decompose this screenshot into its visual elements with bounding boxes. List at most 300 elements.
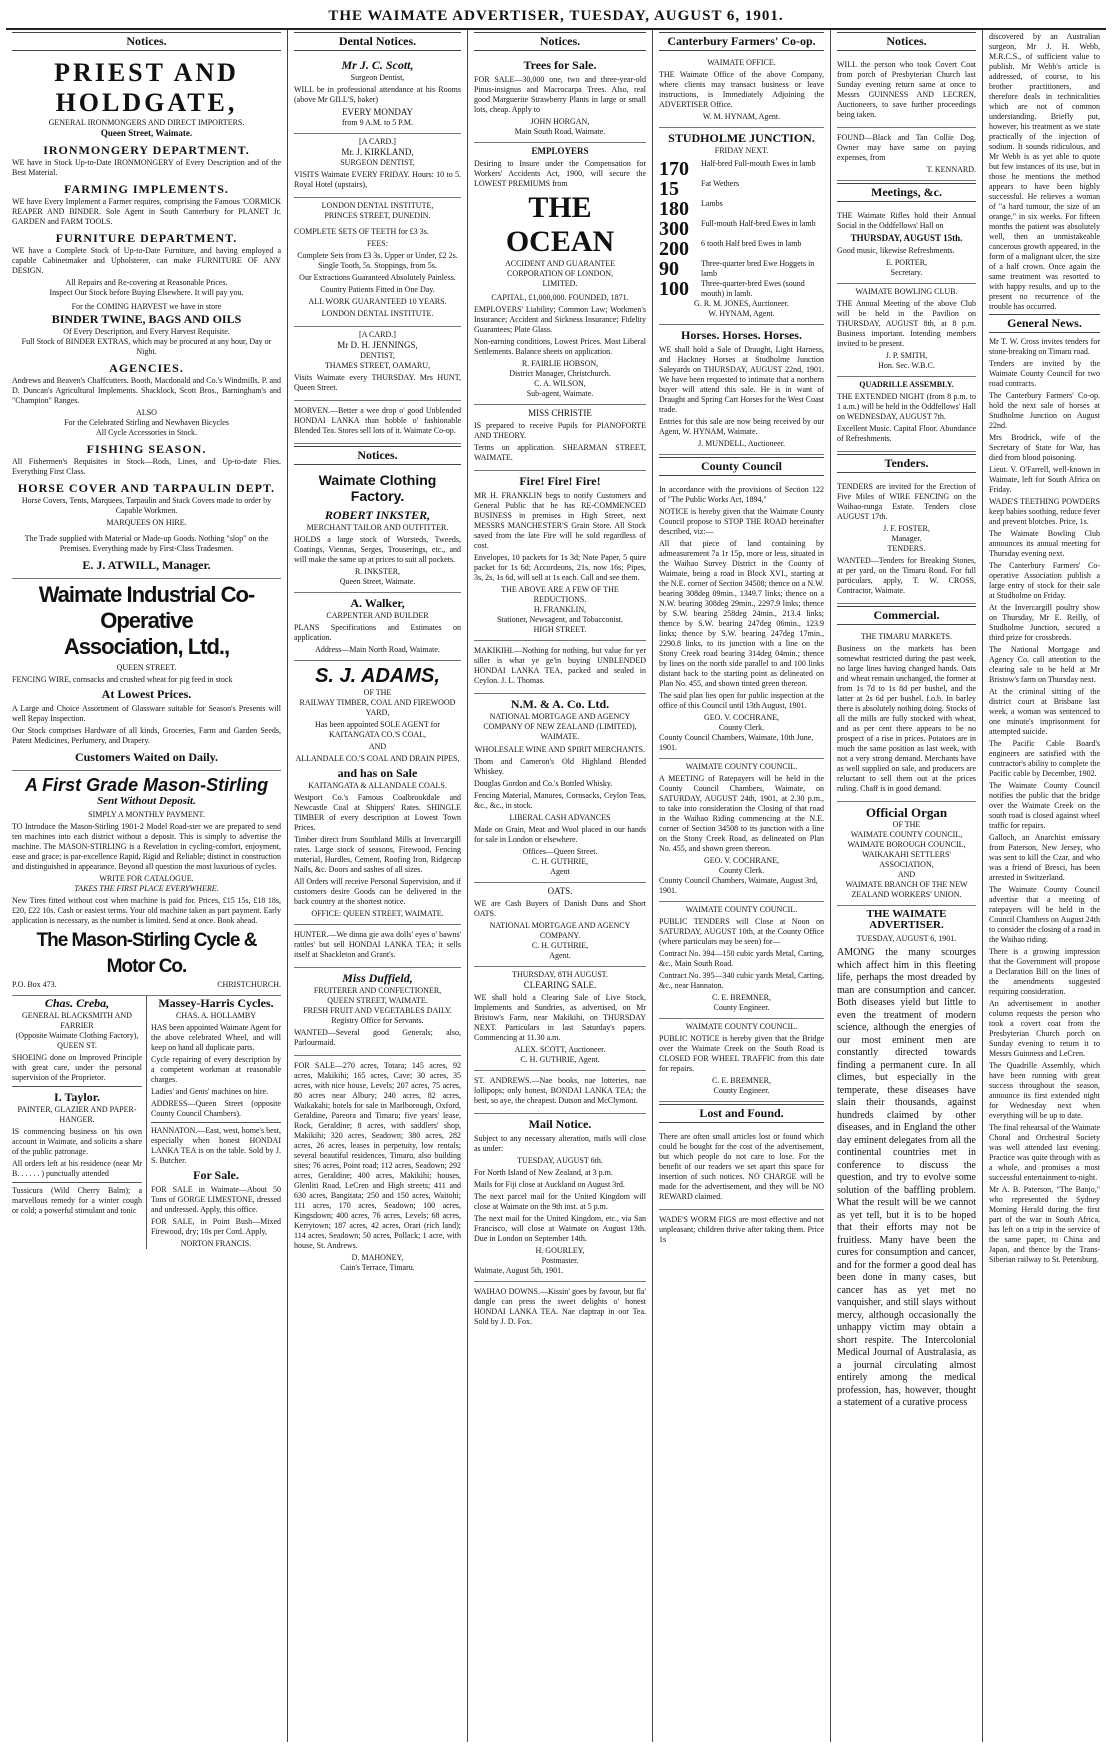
- ad-subheading: WHOLESALE WINE AND SPIRIT MERCHANTS.: [474, 745, 646, 754]
- ad-text: Of Every Description, and Every Harvest Requisite.: [63, 327, 230, 336]
- news-item: Galloch, an Anarchist emissary from Paterson, New Jersey, who was sent to kill the Czar, and who was a friend of Bresci, has been arrested in Switzerland.: [989, 833, 1100, 882]
- ad-text: Andrews and Beaven's Chaffcutters. Booth, Macdonald and Co.'s Windmills. P. and D. Duncan's Agricultural Implements. Shacklock, Scott Bros., Barningham's and "Champion" Ranges.: [12, 376, 281, 405]
- section-heading: General News.: [989, 314, 1100, 333]
- ad-text: Registry Office for Servants.: [331, 1016, 424, 1025]
- scott-dentist-ad: [294, 55, 461, 134]
- ad-text: ALLANDALE CO.'S COAL AND DRAIN PIPES,: [295, 754, 460, 763]
- ad-text: The said plan lies open for public inspection at the office of this Council until 13th August, 1901.: [659, 691, 824, 710]
- ad-title: Horses. Horses. Horses.: [681, 328, 802, 342]
- ad-text: All Repairs and Re-covering at Reasonable Prices.: [65, 278, 228, 287]
- ad-signature-title: Stationer, Newsagent, and Tobacconist.: [496, 615, 624, 624]
- ad-text: Mails for Fiji close at Auckland on August 3rd.: [474, 1180, 625, 1189]
- ad-text: Excellent Music. Capital Floor. Abundance of Refreshments.: [837, 424, 976, 443]
- ad-text: WAIHAO DOWNS.—Kissin' goes by favour, but fla' dangle can press the sweet delights o' honest HONDAI LANKA TEA. Nae claptrap in oor Tea. Sold by J. D. Fox.: [474, 1287, 646, 1326]
- ad-text: Tussicura (Wild Cherry Balm); a marvellous remedy for a winter cough or cold; a powerful stimulant and tonic: [12, 1186, 142, 1215]
- ad-subheading: THE ABOVE ARE A FEW OF THE REDUCTIONS.: [501, 585, 619, 604]
- news-item: Lieut. V. O'Farrell, well-known in Waimate, left for South Africa on Friday.: [989, 465, 1100, 494]
- ad-text: COMPLETE SETS OF TEETH for £3 3s.: [294, 227, 429, 236]
- section-heading: Dental Notices.: [294, 32, 461, 51]
- duffield-ad: [294, 968, 461, 1056]
- news-item: The Quadrille Assembly, which have been running with great success throughout the season, announce its first extended night for Wednesday next when everything will be up to date.: [989, 1061, 1100, 1120]
- column-5: [831, 30, 983, 1742]
- ad-date: County Council Chambers, Waimate, August 3rd, 1901.: [659, 876, 818, 895]
- ad-text: THE Waimate Rifles hold their Annual Social in the Oddfellows' Hall on: [837, 211, 976, 230]
- section-heading: Notices.: [837, 32, 976, 51]
- editorial-continued: discovered by an Australian surgeon, Mr J. H. Webb, M.R.C.S., of sufficient value to publish. Mr Webb's article is addressed, of course, to his brother practitioners, and therefore deals in technicalities which are not of common understanding. Briefly put, however, his treatment as we state practically of the injection of sodium. It sounds ridiculous, and Mr Webb is as yet able to quote but few instances of its use, but in those he mentions the method appears to have been highly successful. He relieves a woman of "a hard tumour, the size of an orange," in six weeks. For fifteen months the patient was absolutely well, then an unmistakeable cancerous growth appeared, in the form of a malignant ulcer, the size of a half crown. Once again the same treatment was resorted to with happy results, and up to the present no recurrence of the trouble has occurred.: [989, 32, 1100, 311]
- ad-subtitle: RAILWAY TIMBER, COAL AND FIREWOOD YARD,: [299, 698, 456, 717]
- ad-address: Offices—Queen Street.: [522, 847, 598, 856]
- ad-subtitle: Sent Without Deposit.: [97, 795, 196, 807]
- ad-text: All orders left at his residence (near Mr B. . . . . . ) punctually attended: [12, 1159, 142, 1178]
- ad-text: FOR SALE—270 acres, Totara; 145 acres, 92 acres, Makikihi; 165 acres, Cave; 30 acres, 35 acres, with nice house, Levels; 207 acres, 75 acres, 80 acres near Albury; 240 acres, 82 acres, Waikakahi; hotels for sale in Marlborough, Oxford, Geraldine, Pareora and Timaru; five years' lease, Rock, Geraldine; 8 acres, with saddlers' shop, Makikihi; 320 acres, Seadown; 380 acres, 282 acres, 26 acres, leases in perpetuity, low rentals; several beautiful residences, Timaru, also building sites; 76 acres, Point road; 112 acres, Seadown; 292 acres, Geraldine; 400 acres, Makikihi; houses, Glenliti Road, LeCren and High streets; 411 and 630 acres, Bangitata; 250 and 150 acres, Waitohi; 111 acres, 170 acres, Seadown; 100 acres, Kingsdown; 400 acres, 76 acres, Levels; 68 acres, Kerrytown; 187 acres, 42 acres, Orari (rich land); 114 acres, Seadown; 50 acres, Pollack; 1 acre, with house, St. Andrews.: [294, 1061, 461, 1250]
- ad-title: Trees for Sale.: [523, 58, 597, 72]
- ad-text: HANNATON.—East, west, home's best, especially when honest HONDAI LANKA TEA is on the table. Sold by J. S. Butcher.: [151, 1126, 281, 1165]
- ad-text: WAIMATE BOROUGH COUNCIL,: [847, 840, 966, 849]
- ad-title: Association, Ltd.,: [63, 634, 230, 659]
- editorial-date: TUESDAY, AUGUST 6, 1901.: [856, 934, 957, 943]
- ad-address: THAMES STREET, OAMARU,: [324, 361, 431, 370]
- ad-title: S. J. ADAMS,: [315, 665, 440, 687]
- ad-subheading: BINDER TWINE, BAGS AND OILS: [51, 312, 242, 326]
- news-item: Mr T. W. Cross invites tenders for stone-breaking on Timaru road.: [989, 337, 1100, 356]
- stock-line: Three-quarter-bred Ewes (sound mouth) in lamb.: [701, 279, 805, 298]
- stock-line: Full-mouth Half-bred Ewes in lamb: [701, 219, 816, 228]
- ad-text: Westport Co.'s Famous Coalbrookdale and Newcastle Coal at Shippers' Rates. SHINGLE TIMBER of every description at Lowest Town Prices.: [294, 793, 461, 832]
- ad-signature-title: Agent: [550, 867, 570, 876]
- ad-title: WAIMATE COUNTY COUNCIL.: [685, 1022, 798, 1031]
- london-dental-ad: [294, 198, 461, 327]
- ad-text: PLANS Specifications and Estimates on application.: [294, 623, 461, 642]
- stock-descriptions: [701, 159, 824, 299]
- ad-signature: D. MAHONEY,: [351, 1253, 404, 1262]
- ad-date: County Council Chambers, Waimate, 10th June, 1901.: [659, 733, 814, 752]
- ad-text: OF THE: [892, 820, 921, 829]
- section-heading: Notices.: [474, 32, 646, 51]
- ad-address: Queen Street, Waimate.: [339, 577, 416, 586]
- walker-ad: [294, 593, 461, 661]
- kirkland-dentist-ad: [294, 134, 461, 198]
- ad-heading: EMPLOYERS: [531, 146, 589, 156]
- coop-association-ad: [12, 579, 281, 771]
- ad-title: Fire! Fire! Fire!: [519, 474, 601, 488]
- ad-text: ST. ANDREWS.—Nae books, nae lotteries, nae lollipops; only honest, BONDAI LANKA TEA; the best, so aye, the cheapest. Dutson and McClymont.: [474, 1076, 646, 1105]
- ad-signature: J. P. SMITH,: [885, 351, 928, 360]
- ad-signature-title: County Engineer.: [713, 1086, 770, 1095]
- ad-text: Cycle repairing of every description by a competent workman at reasonable charges.: [151, 1055, 281, 1084]
- ad-text: Terms on application. SHEARMAN STREET, WAIMATE.: [474, 443, 646, 462]
- public-tenders-notice: [659, 902, 824, 1019]
- ad-text: WANTED—Several good Generals; also, Parlourmaid.: [294, 1028, 461, 1047]
- ad-signature-title: Manager.: [891, 534, 922, 543]
- ad-signature: C. H. GUTHRIE,: [531, 941, 589, 950]
- ad-text: Full Stock of BINDER EXTRAS, which may be procured at any hour, Day or Night.: [21, 337, 272, 356]
- ad-text: WE have Every Implement a Farmer requires, comprising the Famous 'CORMICK REAPER AND BINDER. Sole Agent in South Canterbury for PLANET Jr. GARDEN and FARM TOOLS.: [12, 197, 281, 226]
- columns: [6, 30, 1106, 1742]
- stock-number: 15: [659, 178, 679, 200]
- ad-subheading: HORSE COVER AND TARPAULIN DEPT.: [17, 481, 276, 495]
- ad-title: A. Walker,: [350, 596, 405, 610]
- stock-number: 200: [659, 238, 689, 260]
- ad-signature: T. KENNARD.: [926, 165, 976, 174]
- ad-subtitle: CARPENTER AND BUILDER: [326, 611, 429, 620]
- ad-text: SHOEING done on Improved Principle with great care, under the personal supervision of the Proprietor.: [12, 1053, 142, 1082]
- ad-text: CAPITAL, £1,000,000. FOUNDED, 1871.: [491, 293, 629, 302]
- column-1: [6, 30, 288, 1742]
- ad-signature: C. H. GUTHRIE, Agent.: [520, 1055, 600, 1064]
- ad-text: WE are Cash Buyers of Danish Duns and Short OATS.: [474, 899, 646, 918]
- ad-title: Mr. J. KIRKLAND,: [341, 147, 414, 157]
- ad-title: A First Grade Mason-Stirling: [24, 775, 269, 795]
- ad-text: Our Stock comprises Hardware of all kinds, Groceries, Farm and Garden Seeds, Patent Medicines, Perfumery, and Drapery.: [12, 726, 281, 745]
- ad-address: Queen Street, Waimate.: [100, 128, 193, 138]
- ad-signature-title: County Engineer.: [713, 1003, 770, 1012]
- news-item: The Canterbury Farmers' Co-op. hold the next sale of horses at Studholme Junction on August 22nd.: [989, 391, 1100, 430]
- ad-title: Massey-Harris Cycles.: [158, 996, 274, 1010]
- left-ads: [12, 996, 147, 1249]
- ad-text: Fencing Material, Manures, Cornsacks, Ceylon Teas, &c., &c., in stock.: [474, 791, 646, 810]
- clearing-sale-ad: [474, 967, 646, 1071]
- ad-text: NATIONAL MORTGAGE AND AGENCY COMPANY.: [489, 921, 631, 940]
- ad-date: TUESDAY, AUGUST 6th.: [517, 1156, 603, 1165]
- section-heading: Meetings, &c.: [837, 183, 976, 202]
- ad-signature-title: Sub-agent, Waimate.: [526, 389, 594, 398]
- ad-footer: [12, 980, 281, 990]
- ad-address: (Opposite Waimate Clothing Factory),: [15, 1031, 139, 1040]
- ad-text: FENCING WIRE, cornsacks and crushed wheat for pig feed in stock: [12, 675, 233, 684]
- ad-subtitle: CHAS. A. HOLLAMBY: [175, 1011, 256, 1020]
- ad-title: Waimate Clothing Factory.: [318, 472, 437, 504]
- official-organ: [837, 802, 976, 906]
- ad-signature-title: Postmaster.: [541, 1256, 579, 1265]
- oats-ad: [474, 883, 646, 967]
- ad-text: The next mail for the United Kingdom, etc., via San Francisco, will close at Waimate on August 13th. Due in London on September 14th.: [474, 1214, 646, 1243]
- ad-text: HAS been appointed Waimate Agent for the above celebrated Wheel, and will keep on hand all duplicate parts.: [151, 1023, 281, 1052]
- ad-text: WAIKAKAHI SETTLERS' ASSOCIATION,: [862, 850, 951, 869]
- ad-text: For North Island of New Zealand, at 3 p.m.: [474, 1168, 613, 1177]
- section-heading: Lost and Found.: [659, 1104, 824, 1123]
- ad-signature-title: County Clerk.: [718, 723, 765, 732]
- ad-text: WE have in Stock Up-to-Date IRONMONGERY of Every Description and of the Best Material.: [12, 158, 281, 177]
- ad-text: All Orders will receive Personal Supervision, and if customers desire Goods can be delivered in the back country at the shortest notice.: [294, 877, 461, 906]
- ad-signature: E. PORTER,: [885, 258, 928, 267]
- ad-text: A Large and Choice Assortment of Glassware suitable for Season's Presents will well Repay Inspection.: [12, 704, 281, 723]
- ad-text: TENDERS are invited for the Erection of Five Miles of WIRE FENCING on the Waihao-runga Estate. Tenders close AUGUST 17th.: [837, 482, 976, 521]
- ad-address: HIGH STREET.: [533, 625, 587, 634]
- news-item: The Pacific Cable Board's engineers are satisfied with the contractor's ability to complete the Pacific cable by December, 1902.: [989, 739, 1100, 778]
- ad-subtitle: CORPORATION OF LONDON,: [506, 269, 613, 278]
- ad-text: Entries for this sale are now being received by our Agent, W. HYNAM, Waimate.: [659, 417, 824, 436]
- ad-text: from 9 A.M. to 5 P.M.: [342, 118, 413, 127]
- ad-text: For the COMING HARVEST we have in store: [71, 302, 222, 311]
- ad-text: IS prepared to receive Pupils for PIANOFORTE AND THEORY.: [474, 421, 646, 440]
- ad-subheading: FEES:: [367, 239, 388, 248]
- ad-subtitle: LIMITED.: [542, 279, 578, 288]
- po-box: P.O. Box 473.: [12, 980, 57, 989]
- ad-text: EVERY MONDAY: [341, 107, 414, 117]
- ad-title: PRIEST AND HOLDGATE,: [54, 58, 239, 117]
- ad-text: Contract No. 395—340 cubic yards Metal, Carting, &c., near Hannaton.: [659, 971, 824, 990]
- news-item: At the Invercargill poultry show on Thursday, Mr E. Reilly, of Studholme Junction, secured a third prize for crossbreds.: [989, 603, 1100, 642]
- ad-title: OATS.: [547, 886, 573, 896]
- ad-text: Horse Covers, Tents, Marquees, Tarpaulin and Stack Covers made to order by Capable Workmen.: [21, 496, 272, 515]
- ad-date: THURSDAY, 8TH AUGUST.: [512, 970, 608, 979]
- coat-notice: [837, 55, 976, 128]
- ad-title: I. Taylor.: [54, 1090, 100, 1104]
- ad-signature: C. H. GUTHRIE,: [531, 857, 589, 866]
- makikihi-ad: [474, 641, 646, 694]
- ad-subtitle: FRUITERER AND CONFECTIONER,: [313, 986, 442, 995]
- ad-address: Cain's Terrace, Timaru.: [340, 1263, 415, 1272]
- ad-signature: R. INKSTER,: [354, 567, 401, 576]
- horses-sale-ad: [659, 325, 824, 455]
- ad-text: OF THE: [363, 688, 392, 697]
- section-heading: Canterbury Farmers' Co-op.: [659, 32, 824, 51]
- ad-title: Official Organ: [865, 805, 948, 820]
- divider: [12, 1182, 142, 1183]
- ad-title: Mr J. C. Scott,: [341, 58, 414, 72]
- city: CHRISTCHURCH.: [217, 980, 281, 989]
- ad-title: QUADRILLE ASSEMBLY.: [859, 380, 954, 389]
- ad-subtitle: SURGEON DENTIST,: [340, 158, 415, 167]
- newspaper-page: [6, 4, 1106, 1744]
- stock-list: [659, 159, 824, 299]
- right-ads: [147, 996, 281, 1249]
- ad-title: Mail Notice.: [528, 1117, 592, 1131]
- clothing-factory-ad: [294, 469, 461, 593]
- editorial-masthead: THE WAIMATE ADVERTISER.: [866, 908, 947, 931]
- stock-numbers: [659, 159, 701, 299]
- markets-report: [837, 629, 976, 802]
- divider: [151, 1122, 281, 1123]
- ad-title: Chas. Creba,: [44, 996, 110, 1010]
- news-item: The Waimate Bowling Club announces its annual meeting for Thursday evening next.: [989, 529, 1100, 558]
- ad-signature: W. M. HYNAM, Agent.: [702, 112, 781, 121]
- ad-text: Visits Waimate every THURSDAY. Mrs HUNT, Queen Street.: [294, 373, 461, 392]
- ad-signature-title: County Clerk.: [718, 866, 765, 875]
- ad-text: AND: [897, 870, 916, 879]
- adams-ad: [294, 661, 461, 925]
- ad-label: TENDERS.: [887, 544, 926, 553]
- ad-subheading: For Sale.: [193, 1168, 239, 1182]
- ad-text: WADE'S WORM FIGS are most effective and not unpleasant; children thrive after taking them. Price 1s: [659, 1215, 824, 1244]
- ad-text: There are often small articles lost or found which could be bought for the cost of the advertisement, but which people do not care to lose. For the benefit of our readers we set apart this space for insertion of such notices. NO CHARGE will be made for the advertisement, and they will be NO REWARD claimed.: [659, 1132, 824, 1201]
- ad-subheading: AGENCIES.: [109, 361, 184, 375]
- column-6: [983, 30, 1106, 1742]
- ad-signature: J. MUNDELL, Auctioneer.: [698, 439, 785, 448]
- ad-title: N.M. & A. Co. Ltd.: [510, 697, 610, 711]
- ad-text: Good music, likewise Refreshments.: [837, 246, 955, 255]
- ad-subheading: LIBERAL CASH ADVANCES: [509, 813, 611, 822]
- ad-signature: G. R. M. JONES, Auctioneer.: [694, 299, 789, 308]
- ad-signature: J. F. FOSTER,: [883, 524, 930, 533]
- section-heading: Notices.: [12, 32, 281, 51]
- news-item: Mr A. B. Paterson, "The Banjo," who represented the Sydney Morning Herald during the first part of the war in South Africa, has left on a trip in the service of the same paper, to China and Japan, and thence by the Trans-Siberian railway to St. Petersburg.: [989, 1185, 1100, 1264]
- ad-address: QUEEN ST.: [57, 1041, 97, 1050]
- news-item: The Waimate County Council advertise that a meeting of ratepayers will be held in the Council Chambers on August 24th to consider the closing of a road in the Waihao riding.: [989, 885, 1100, 944]
- christie-ad: [474, 405, 646, 471]
- found-notice: [837, 128, 976, 181]
- ad-label: [A CARD.]: [359, 330, 396, 339]
- lost-found-notice: [659, 1127, 824, 1210]
- ad-text: All Cycle Accessories in Stock.: [95, 428, 198, 437]
- ad-text: ALL WORK GUARANTEED 10 YEARS.: [308, 297, 447, 306]
- ad-text: NOTICE is hereby given that the Waimate County Council propose to STOP THE ROAD hereinafter described, viz:—: [659, 507, 824, 536]
- ad-title: MISS CHRISTIE: [528, 408, 592, 418]
- stock-number: 100: [659, 278, 689, 300]
- ad-subheading: and has on Sale: [337, 766, 418, 780]
- ad-address: QUEEN STREET.: [116, 663, 177, 672]
- section-heading: Notices.: [294, 446, 461, 465]
- column-2: [288, 30, 468, 1742]
- ad-signature: NORTON FRANCIS.: [180, 1239, 252, 1248]
- ad-text: WE have a Complete Stock of Up-to-Date Furniture, and having employed a capable Cabinetmaker and Upholsterer, can make FURNITURE OF ANY DESIGN.: [12, 246, 281, 275]
- ad-signature: GEO. V. COCHRANE,: [703, 713, 780, 722]
- ad-text: WE shall hold a Clearing Sale of Live Stock, Implements and Sundries, as advertised, on Mr Bristow's Farm, near Makikihi, on THURSDAY NEXT. Particulars in last Saturday's papers. Commencing at 11.30 a.m.: [474, 993, 646, 1042]
- ad-text: ADDRESS—Queen Street (opposite County Council Chambers).: [151, 1099, 281, 1118]
- news-item: Mrs Brodrick, wife of the Secretary of State for War, has died from blood poisoning.: [989, 433, 1100, 462]
- ad-subtitle: NATIONAL MORTGAGE AND AGENCY COMPANY OF NEW ZEALAND (LIMITED), WAIMATE.: [483, 712, 637, 741]
- ad-text: For the Celebrated Stirling and Newhaven Bicycles: [64, 418, 229, 427]
- ad-text: Made on Grain, Meat and Wool placed in our hands for sale in London or elsewhere.: [474, 825, 646, 844]
- ad-text: FOUND—Black and Tan Collie Dog. Owner may have same on paying expenses, from: [837, 133, 976, 162]
- stock-line: Fat Wethers: [701, 179, 740, 188]
- ad-title: Miss Duffield,: [342, 971, 413, 985]
- nma-ad: [474, 694, 646, 883]
- news-item: The National Mortgage and Agency Co. call attention to the clearing sale to be held at Mr Bristow's farm on Thursday next.: [989, 645, 1100, 684]
- ad-address: OFFICE: QUEEN STREET, WAIMATE.: [311, 909, 444, 918]
- ad-text: FOR SALE—30,000 one, two and three-year-old Pinus-insignus and Macrocarpa Trees. Also, real good Marguerite Strawberry Plants in large or small lots, cheap. Apply to: [474, 75, 646, 114]
- column-3: [468, 30, 653, 1742]
- stock-number: 300: [659, 218, 689, 240]
- ad-signature: H. GOURLEY,: [535, 1246, 585, 1255]
- mail-notice: [474, 1114, 646, 1282]
- studholme-sale-ad: [659, 128, 824, 325]
- ad-text: Timber direct from Southland Mills at Invercargill rates. Large stock of seasons, Firewood, Fencing material, Hurdles, Cement, Roofing Iron, Ridgecap Nails, &c. Doors and sashes of all sizes.: [294, 835, 461, 874]
- jennings-dentist-ad: [294, 327, 461, 401]
- ad-text: Contract No. 394—150 cubic yards Metal, Carting, &c., Main South Road.: [659, 949, 824, 968]
- ad-text: TAKES THE FIRST PLACE EVERYWHERE.: [74, 884, 219, 893]
- ad-signature-title: Hon. Sec. W.B.C.: [878, 361, 935, 370]
- quadrille-notice: [837, 377, 976, 452]
- ad-title: WAIMATE COUNTY COUNCIL.: [685, 762, 798, 771]
- ad-title: Waimate Industrial Co-Operative: [38, 582, 255, 633]
- section-heading: County Council: [659, 457, 824, 476]
- ad-title: Mr D. H. JENNINGS,: [337, 340, 418, 350]
- ad-subheading: Customers Waited on Daily.: [74, 750, 219, 764]
- ad-signature: E. J. ATWILL, Manager.: [82, 558, 211, 572]
- ad-text: WAIMATE BRANCH OF THE NEW ZEALAND WORKERS' UNION.: [845, 880, 968, 899]
- ad-signature-title: District Manager, Christchurch.: [509, 369, 611, 378]
- ad-text: Subject to any necessary alteration, mails will close as under:: [474, 1134, 646, 1153]
- ad-address: PRINCES STREET, DUNEDIN.: [324, 211, 431, 220]
- ad-text: THE Annual Meeting of the above Club will be held in the Pavilion on THURSDAY, AUGUST 8th, at 8 p.m. Business important. Intending members invited to be present.: [837, 299, 976, 348]
- ad-title: WAIMATE OFFICE.: [707, 58, 776, 67]
- ad-text: Thom and Cameron's Old Highland Blended Whiskey.: [474, 757, 646, 776]
- ad-text: VISITS Waimate EVERY FRIDAY. Hours: 10 to 5. Royal Hotel (upstairs),: [294, 170, 461, 189]
- ad-text: HOLDS a large stock of Worsteds, Tweeds, Coatings, Viennas, Serges, Trouserings, etc., and will make the same up at prices to suit all pockets.: [294, 535, 461, 564]
- ad-signature-title: Secretary.: [890, 268, 923, 277]
- ad-text: The next parcel mail for the United Kingdom will close at Waimate on the 9th inst. at 5 p.m.: [474, 1192, 646, 1211]
- ad-text: FOR SALE in Waimate—About 50 Tons of GORGE LIMESTONE, dressed and undressed. Apply, this office.: [151, 1185, 281, 1214]
- hunter-ad: [294, 925, 461, 968]
- ad-text: PUBLIC TENDERS will Close at Noon on SATURDAY, AUGUST 10th, at the County Office (where particulars may be seen) for—: [659, 917, 824, 946]
- editorial-text: AMONG the many scourges which affect him in this fleeting life, perhaps the most dreaded by man are consumption and cancer. Both diseases yield but little to even the treatment of modern science, although the energies of our most eminent men are constantly directed towards finding a permanent cure. In all climes, but especially in the temperate, these diseases have slain their thousands, against hundreds claimed by other diseases, and in England the other day eminent delegates from all the continental countries met in conference to discuss the question, and try to evolve some solution of the baffling problem. What the result will be we cannot as yet tell, but it is to be hoped that their efforts may not be fruitless. Many have been the cures for consumption and cancer, and for the former a good deal has been done in many cases, but cancer has as yet met no vanquisher, and still slays without mercy, although occasionally the unhappy victim may obtain a short respite. The Intercolonial Medical Journal of Australasia, as a journal circulating almost entirely among the medical profession, has, however, thought a statement of a curative process: [837, 947, 976, 1408]
- ad-text: LONDON DENTAL INSTITUTE.: [321, 309, 434, 318]
- waihao-ad: [474, 1282, 646, 1334]
- ad-subtitle: ACCIDENT AND GUARANTEE: [504, 259, 616, 268]
- ad-text: Complete Sets from £3 3s. Upper or Under, £2 2s. Single Tooth, 5s. Stoppings, from 5s.: [297, 251, 458, 270]
- ad-text: All that piece of land containing by admeasurement 7a 1r 15p, more or less, situated in the Waihao Survey District in the County of Waimate, being a road in Block XVI., starting at the N.E. corner of Section 34508; thence on a N.W. bearing 308deg 09min., 1349.7 links; thence on a N.W. bearing 308deg 29min., 2297.9 links; thence by S.W. bearing 258deg 24min., 213.4 links; thence by S.W. bearing 247deg 06min., 123.9 links; thence by S.W. bearing 247deg 17min., 2290.8 links, to its junction with a line on the Stony Creek road bearing 314deg 04min.; thence by lines on the north side parallel to and 100 links distant back to the starting point as delineated on Plan No. 455, and shown tinted green thereon.: [659, 539, 824, 688]
- ad-text: Ladies' and Gents' machines on hire.: [151, 1087, 269, 1096]
- ad-subheading: At Lowest Prices.: [101, 687, 192, 701]
- ad-text: WILL be in professional attendance at his Rooms (above Mr GILL'S, baker): [294, 85, 461, 104]
- ad-signature: W. HYNAM, Agent.: [708, 309, 775, 318]
- rifles-notice: [837, 206, 976, 284]
- ad-address: QUEEN STREET, WAIMATE.: [327, 996, 428, 1005]
- stock-line: Three-quarter bred Ewe Hoggets in lamb: [701, 259, 815, 278]
- news-item: The final rehearsal of the Waimate Choral and Orchestral Society was well attended last evening. Practice was quite through with as a whole, and promises a most successful entertainment to-night.: [989, 1123, 1100, 1182]
- ad-text: KAITANGATA & ALLANDALE COALS.: [308, 781, 447, 790]
- ad-subtitle: Surgeon Dentist,: [350, 73, 405, 82]
- ad-text: Douglas Gordon and Co.'s Bottled Whisky.: [474, 779, 613, 788]
- divider: [12, 1086, 142, 1087]
- news-item: The Waimate County Council notifies the public that the bridge over the Waimate Creek on the south road is closed against wheel traffic for repairs.: [989, 781, 1100, 830]
- news-item: An advertisement in another column requests the person who took a covert coat from the Presbyterian Church porch on Sunday evening to return it to Messrs Guinness and LeCren.: [989, 999, 1100, 1058]
- column-4: [653, 30, 831, 1742]
- ad-text: Desiring to Insure under the Compensation for Workers' Accidents Act, 1900, will secure the LOWEST PREMIUMS from: [474, 159, 646, 188]
- masthead: THE WAIMATE ADVERTISER, TUESDAY, AUGUST 6, 1901.: [6, 4, 1106, 30]
- stock-line: Half-bred Full-mouth Ewes in lamb: [701, 159, 816, 168]
- bridge-notice: [659, 1019, 824, 1102]
- ad-text: Non-earning conditions, Lowest Prices. Most Liberal Settlements. Balance sheets on application.: [474, 337, 646, 356]
- ad-signature: GEO. V. COCHRANE,: [703, 856, 780, 865]
- ad-subtitle: ROBERT INKSTER,: [324, 508, 431, 522]
- split-ads: [12, 996, 281, 1249]
- priest-holdgate-ad: [12, 55, 281, 579]
- ad-text: AND: [368, 742, 387, 751]
- news-item: At the criminal sitting of the district court at Brisbane last week, a woman was sentenced to one minute's imprisonment for attempted suicide.: [989, 687, 1100, 736]
- waimate-office-ad: [659, 55, 824, 128]
- ad-text: THE EXTENDED NIGHT (from 8 p.m. to 1 a.m.) will be held in the Oddfellows' Hall on WEDNESDAY, AUGUST 7th.: [837, 392, 976, 421]
- ad-text: In accordance with the provisions of Section 122 of "The Public Works Act, 1894,": [659, 485, 824, 504]
- mason-stirling-ad: [12, 771, 281, 996]
- ad-subheading: FARMING IMPLEMENTS.: [64, 182, 229, 196]
- ad-text: PUBLIC NOTICE is hereby given that the Bridge over the Waimate Creek on the South Road is CLOSED FOR WHEEL TRAFFIC from this date for repairs.: [659, 1034, 824, 1073]
- ad-title: THE TIMARU MARKETS.: [860, 632, 953, 641]
- ad-text: MAKIKIHI.—Nothing for nothing, but value for yer siller is what ye ge'in buying UNBLENDED HONDAI LANKA TEA, packed and sealed in Ceylon. J. L. Thomas.: [474, 646, 646, 685]
- section-heading: Commercial.: [837, 606, 976, 625]
- ad-subtitle: PAINTER, GLAZIER AND PAPER-HANGER.: [17, 1105, 137, 1124]
- news-item: The Canterbury Farmers' Co-operative Association publish a large entry of stock for their sale at Studholme on Friday.: [989, 561, 1100, 600]
- ad-subtitle: DENTIST,: [360, 351, 395, 360]
- ad-label: [A CARD.]: [359, 137, 396, 146]
- ad-text: WE shall hold a Sale of Draught, Light Harness, and Hackney Horses at Studholme Junction Saleyards on THURSDAY, AUGUST 22nd, 1901. We have been requested to intimate that a northern buyer will attend this sale. He is in want of Draught and Spring Cart Horses for the West Coast trade.: [659, 345, 824, 414]
- ad-subtitle: MERCHANT TAILOR AND OUTFITTER.: [306, 523, 449, 532]
- ad-text: IS commencing business on his own account in Waimate, and solicits a share of the public patronage.: [12, 1127, 142, 1156]
- stock-line: 6 tooth Half bred Ewes in lamb: [701, 239, 802, 248]
- stock-number: 170: [659, 158, 689, 180]
- ad-signature: C. E. BREMNER,: [712, 1076, 771, 1085]
- ad-text: Country Patients Fitted in One Day.: [320, 285, 435, 294]
- ad-signature: C. E. BREMNER,: [712, 993, 771, 1002]
- ad-text: MARQUEES ON HIRE.: [106, 518, 187, 527]
- ad-signature: H. FRANKLIN,: [533, 605, 587, 614]
- ad-text: New Tires fitted without cost when machine is paid for. Prices, £15 15s, £18 18s, £20, £22 10s. Cash or easiest terms. Your old machine taken as part payment. Early application is necessary, as the number is limited. Send at once. Book ahead.: [12, 896, 281, 925]
- ad-text: WILL the person who took Covert Coat from porch of Presbyterian Church last Sunday evening return same at once to Messrs GUINNESS AND LECREN, Auctioneers, to save further proceedings being taken.: [837, 60, 976, 119]
- ad-date: THURSDAY, AUGUST 15th.: [850, 233, 963, 243]
- road-closure-notice: [659, 480, 824, 759]
- editorial: [837, 906, 976, 1417]
